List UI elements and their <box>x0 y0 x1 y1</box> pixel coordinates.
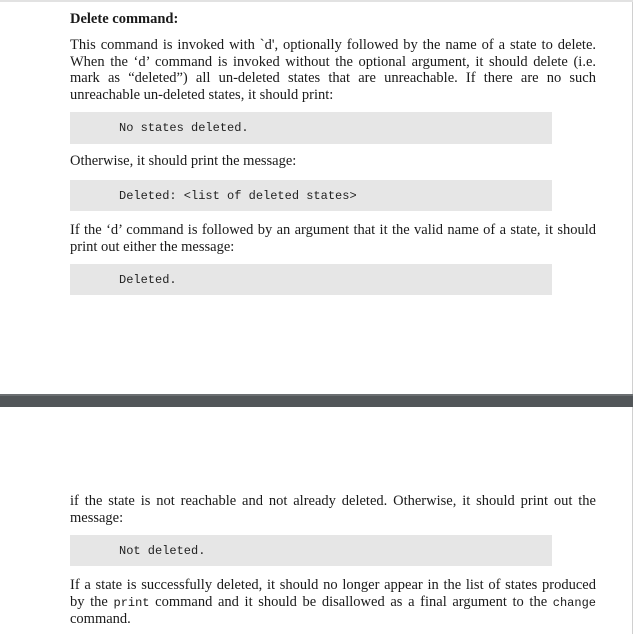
text-span: command. <box>70 611 131 627</box>
inline-code-print: print <box>113 595 150 610</box>
document-page-2 <box>0 407 633 634</box>
paragraph-with-argument: If the ‘d’ command is followed by an argument that it the valid name of a state, it should print out either the message: <box>70 222 596 255</box>
code-block-deleted: Deleted. <box>70 264 552 295</box>
paragraph-otherwise: Otherwise, it should print the message: <box>70 153 297 169</box>
page-top-border <box>0 0 633 2</box>
paragraph-intro: This command is invoked with `d', optionally followed by the name of a state to delete. When the ‘d’ command is invoked without the optional argument, it should delete (i.e. mark as “deleted”) all un-deleted states that are unreachable. If there are no such unreachable un-deleted states, it should print: <box>70 37 596 103</box>
paragraph-successful-delete <box>70 577 596 628</box>
code-block-deleted-list: Deleted: <list of deleted states> <box>70 180 552 211</box>
text-span: If a state is successfully deleted, it should no longer appear in the list of states produced by the <box>70 577 596 610</box>
code-block-no-states-deleted: No states deleted. <box>70 112 552 144</box>
section-heading: Delete command: <box>70 11 179 27</box>
code-block-not-deleted: Not deleted. <box>70 535 552 566</box>
text-span: command and it should be disallowed as a final argument to the <box>149 593 553 610</box>
inline-code-change: change <box>552 595 596 610</box>
paragraph-not-reachable: if the state is not reachable and not already deleted. Otherwise, it should print out the message: <box>70 493 596 526</box>
page-separator <box>0 394 633 407</box>
